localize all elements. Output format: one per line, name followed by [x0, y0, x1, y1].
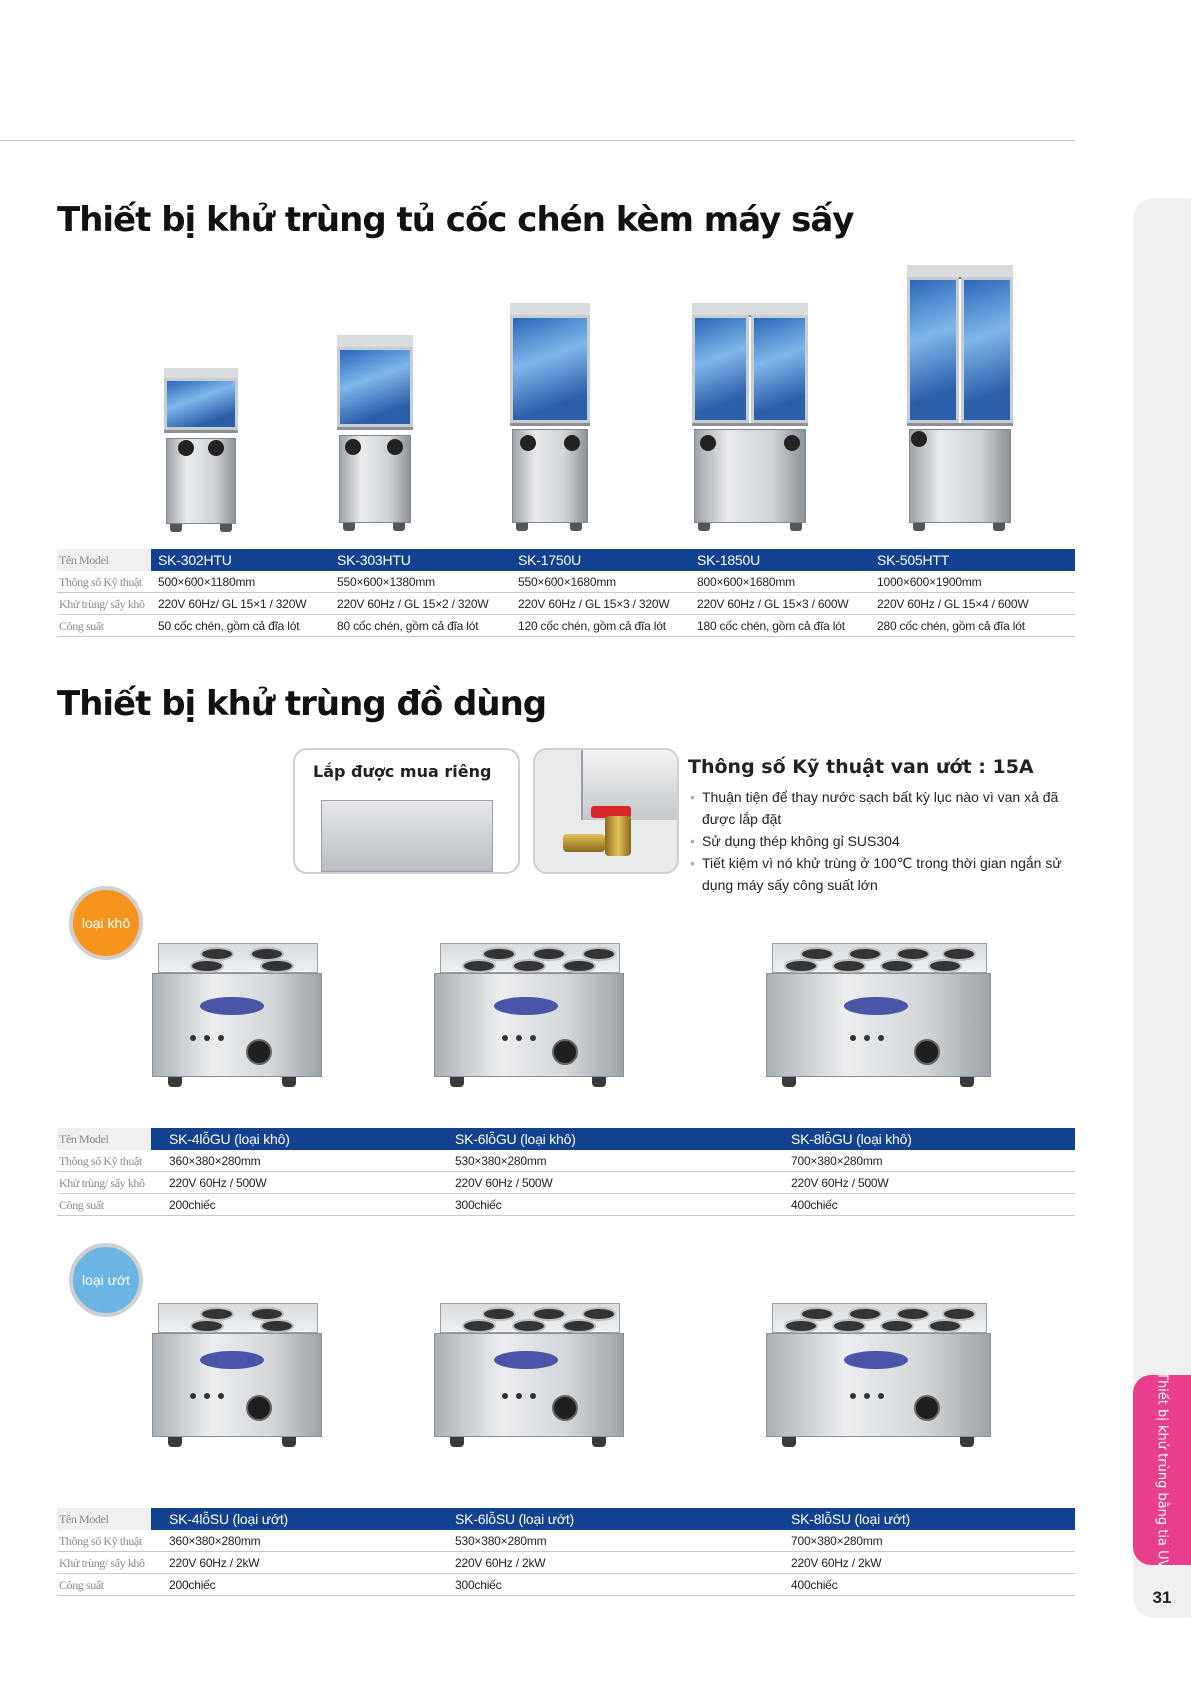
wet-type-badge: [69, 1243, 143, 1317]
table-header-row: [57, 1128, 1075, 1150]
model-name: SK-8lỗGU (loại khô): [791, 1131, 912, 1147]
product-image-sk-4-su: [150, 1295, 325, 1450]
dry-type-label: loại khô: [81, 915, 131, 931]
spec-capacity: 180 cốc chén, gồm cả đĩa lót: [697, 619, 845, 633]
row-label: Khử trùng/ sấy khô: [59, 597, 145, 611]
product-image-sk-505htt: [905, 265, 1015, 528]
product-image-sk-302htu: [160, 368, 240, 528]
table-header-row: [57, 549, 1075, 571]
spec-power: 220V 60Hz / 2kW: [169, 1556, 260, 1570]
wet-type-label: loại ướt: [81, 1272, 131, 1288]
product-image-sk-303htu: [333, 335, 415, 528]
table-header-row: [57, 1508, 1075, 1530]
section2-title: Thiết bị khử trùng đồ dùng: [57, 684, 547, 724]
row-label: Thông số Kỹ thuật: [59, 575, 142, 589]
spec-power: 220V 60Hz / 2kW: [791, 1556, 882, 1570]
table-row: [57, 1552, 1075, 1574]
spec-table-dry: [57, 1128, 1075, 1216]
row-label: Tên Model: [57, 549, 151, 571]
spec-size: 530×380×280mm: [455, 1534, 547, 1548]
spec-capacity: 280 cốc chén, gồm cả đĩa lót: [877, 619, 1025, 633]
spec-power: 220V 60Hz / GL 15×3 / 600W: [697, 597, 849, 611]
spec-table-cabinets: [57, 549, 1075, 637]
list-item: • Tiết kiệm vì nó khử trùng ở 100℃ trong thời gian ngắn sử dụng máy sấy công suất lớn: [688, 852, 1088, 896]
spec-size: 800×600×1680mm: [697, 575, 795, 589]
spec-capacity: 120 cốc chén, gồm cả đĩa lót: [518, 619, 666, 633]
model-name: SK-505HTT: [877, 552, 950, 568]
valve-spec-title: Thông số Kỹ thuật van ướt : 15A: [688, 756, 1034, 778]
model-name: SK-4lỗGU (loại khô): [169, 1131, 290, 1147]
row-label: Công suất: [59, 1578, 104, 1592]
side-tab-text: Thiết bị khử trùng bằng tia UV: [1154, 1371, 1170, 1569]
model-name: SK-302HTU: [158, 552, 232, 568]
table-row: [57, 1530, 1075, 1552]
table-row: [57, 615, 1075, 637]
table-row: [57, 1574, 1075, 1596]
spec-capacity: 300chiếc: [455, 1578, 502, 1592]
valve-image: [533, 748, 679, 874]
spec-power: 220V 60Hz / GL 15×3 / 320W: [518, 597, 670, 611]
spec-power: 220V 60Hz/ GL 15×1 / 320W: [158, 597, 307, 611]
section1-title: Thiết bị khử trùng tủ cốc chén kèm máy sấy: [57, 200, 854, 240]
table-row: [57, 1194, 1075, 1216]
spec-power: 220V 60Hz / GL 15×2 / 320W: [337, 597, 489, 611]
spec-capacity: 300chiếc: [455, 1198, 502, 1212]
model-name: SK-1850U: [697, 552, 760, 568]
spec-size: 530×380×280mm: [455, 1154, 547, 1168]
spec-size: 550×600×1680mm: [518, 575, 616, 589]
spec-power: 220V 60Hz / 500W: [169, 1176, 267, 1190]
model-name: SK-6lỗSU (loại ướt): [455, 1511, 575, 1527]
model-name: SK-303HTU: [337, 552, 411, 568]
page-number: 31: [1152, 1588, 1172, 1607]
product-image-sk-1850u: [690, 303, 810, 528]
row-label: Khử trùng/ sấy khô: [59, 1176, 145, 1190]
side-tab-label: [1133, 1371, 1191, 1569]
product-image-sk-6-su: [432, 1295, 627, 1450]
accessory-label: Lắp được mua riêng: [313, 762, 492, 781]
model-name: SK-1750U: [518, 552, 581, 568]
row-label: Khử trùng/ sấy khô: [59, 1556, 145, 1570]
spec-size: 700×380×280mm: [791, 1154, 883, 1168]
valve-features-list: [688, 786, 1088, 896]
spec-power: 220V 60Hz / GL 15×4 / 600W: [877, 597, 1029, 611]
table-row: [57, 1172, 1075, 1194]
list-item: • Sử dụng thép không gỉ SUS304: [688, 830, 1088, 852]
row-label: Công suất: [59, 1198, 104, 1212]
spec-power: 220V 60Hz / 500W: [455, 1176, 553, 1190]
spec-capacity: 80 cốc chén, gồm cả đĩa lót: [337, 619, 479, 633]
row-label: Công suất: [59, 619, 104, 633]
model-name: SK-8lỗSU (loại ướt): [791, 1511, 911, 1527]
spec-capacity: 200chiếc: [169, 1198, 216, 1212]
spec-table-wet: [57, 1508, 1075, 1596]
spec-size: 500×600×1180mm: [158, 575, 256, 589]
spec-size: 360×380×280mm: [169, 1534, 261, 1548]
top-divider: [0, 140, 1075, 141]
product-image-sk-8-gu: [764, 935, 994, 1090]
accessory-callout: [293, 748, 520, 874]
row-label: Tên Model: [57, 1508, 151, 1530]
dry-type-badge: [69, 886, 143, 960]
spec-capacity: 50 cốc chén, gồm cả đĩa lót: [158, 619, 300, 633]
spec-size: 550×600×1380mm: [337, 575, 435, 589]
spec-capacity: 200chiếc: [169, 1578, 216, 1592]
product-image-sk-4-gu: [150, 935, 325, 1090]
table-row: [57, 1150, 1075, 1172]
spec-size: 1000×600×1900mm: [877, 575, 982, 589]
spec-size: 360×380×280mm: [169, 1154, 261, 1168]
row-label: Tên Model: [57, 1128, 151, 1150]
product-image-sk-1750u: [508, 303, 592, 528]
spec-capacity: 400chiếc: [791, 1578, 838, 1592]
row-label: Thông số Kỹ thuật: [59, 1534, 142, 1548]
model-name: SK-6lỗGU (loại khô): [455, 1131, 576, 1147]
spec-capacity: 400chiếc: [791, 1198, 838, 1212]
lid-image: [321, 800, 493, 872]
table-row: [57, 593, 1075, 615]
spec-power: 220V 60Hz / 2kW: [455, 1556, 546, 1570]
product-image-sk-8-su: [764, 1295, 994, 1450]
spec-power: 220V 60Hz / 500W: [791, 1176, 889, 1190]
row-label: Thông số Kỹ thuật: [59, 1154, 142, 1168]
table-row: [57, 571, 1075, 593]
product-image-sk-6-gu: [432, 935, 627, 1090]
list-item: • Thuận tiện để thay nước sạch bất kỳ lục nào vì van xả đã được lắp đặt: [688, 786, 1088, 830]
spec-size: 700×380×280mm: [791, 1534, 883, 1548]
model-name: SK-4lỗSU (loại ướt): [169, 1511, 289, 1527]
